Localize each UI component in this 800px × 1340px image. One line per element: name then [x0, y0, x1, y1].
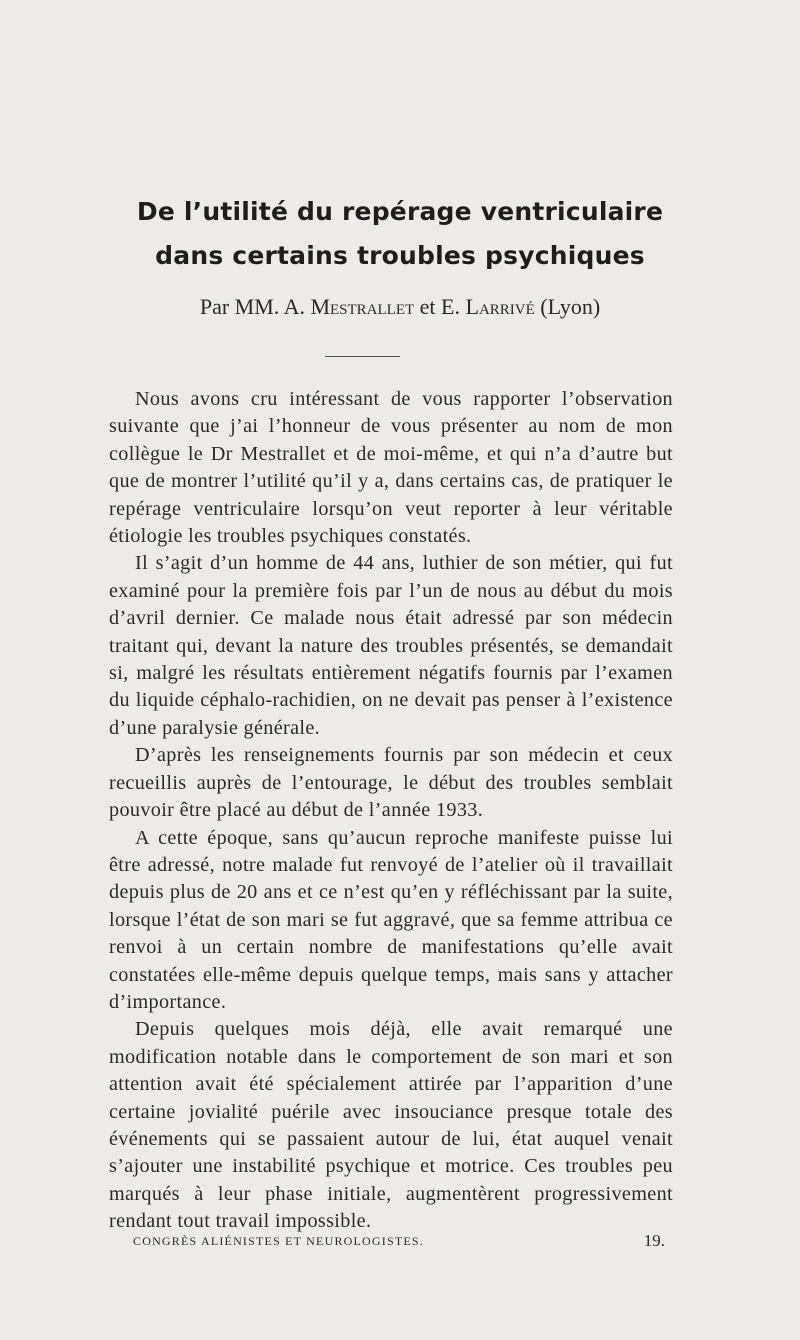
footer-sheet-number: 19.	[643, 1231, 665, 1250]
footer-signature: CONGRÈS ALIÉNISTES ET NEUROLOGISTES.	[133, 1234, 424, 1248]
byline	[0, 294, 800, 320]
article-body	[109, 386, 673, 1236]
article-title-line-1: De l’utilité du repérage ventriculaire	[136, 197, 664, 226]
paragraph: Depuis quelques mois déjà, elle avait remarqué une modification notable dans le comportement de son mari et son attention avait été spécialement attirée par l’apparition d’une certaine jovialité puérile avec insouciance presque totale des événements qui se passaient autour de lui, état auquel venait s’ajouter une instabilité psychique et motrice. Ces troubles peu marqués à leur phase initiale, augmentèrent progressivement rendant tout travail impossible.	[109, 1018, 673, 1233]
paragraph: A cette époque, sans qu’aucun reproche manifeste puisse lui être adressé, notre malade fut renvoyé de l’atelier où il travaillait depuis plus de 20 ans et ce n’est qu’en y réfléchissant par la suite, lorsque l’état de son mari se fut aggravé, que sa femme attribua ce renvoi à un certain nombre de manifestations qu’elle avait constatées elle-même depuis quelque temps, mais sans y attacher d’importance.	[109, 826, 673, 1013]
paragraph: Nous avons cru intéressant de vous rapporter l’observation suivante que j’ai l’honneur de vous présenter au nom de mon collègue le Dr Mestrallet et de moi-même, et qui n’a d’autre but que de montrer l’utilité qu’il y a, dans certains cas, de pratiquer le repérage ventriculaire lorsqu’on veut reporter à leur véritable étiologie les troubles psychiques constatés.	[109, 388, 673, 548]
byline-suffix: (Lyon)	[534, 294, 601, 319]
byline-connector: et E.	[414, 294, 466, 319]
author-2: Larrivé	[465, 294, 535, 319]
paragraph: Il s’agit d’un homme de 44 ans, luthier de son métier, qui fut examiné pour la première fois par l’un de nous au début du mois d’avril dernier. Ce malade nous était adressé par son médecin traitant qui, devant la nature des troubles présentés, se demandait si, malgré les résultats entièrement négatifs fournis par l’examen du liquide céphalo-rachidien, on ne devait pas penser à l’existence d’une paralysie générale.	[109, 552, 673, 739]
paragraph: D’après les renseignements fournis par son médecin et ceux recueillis auprès de l’entourage, le début des troubles semblait pouvoir être placé au début de l’année 1933.	[109, 744, 673, 822]
byline-prefix: Par MM. A.	[199, 294, 311, 319]
title-separator-rule	[325, 356, 400, 357]
author-1: Mestrallet	[310, 294, 415, 319]
article-title-line-2: dans certains troubles psychiques	[155, 241, 645, 270]
